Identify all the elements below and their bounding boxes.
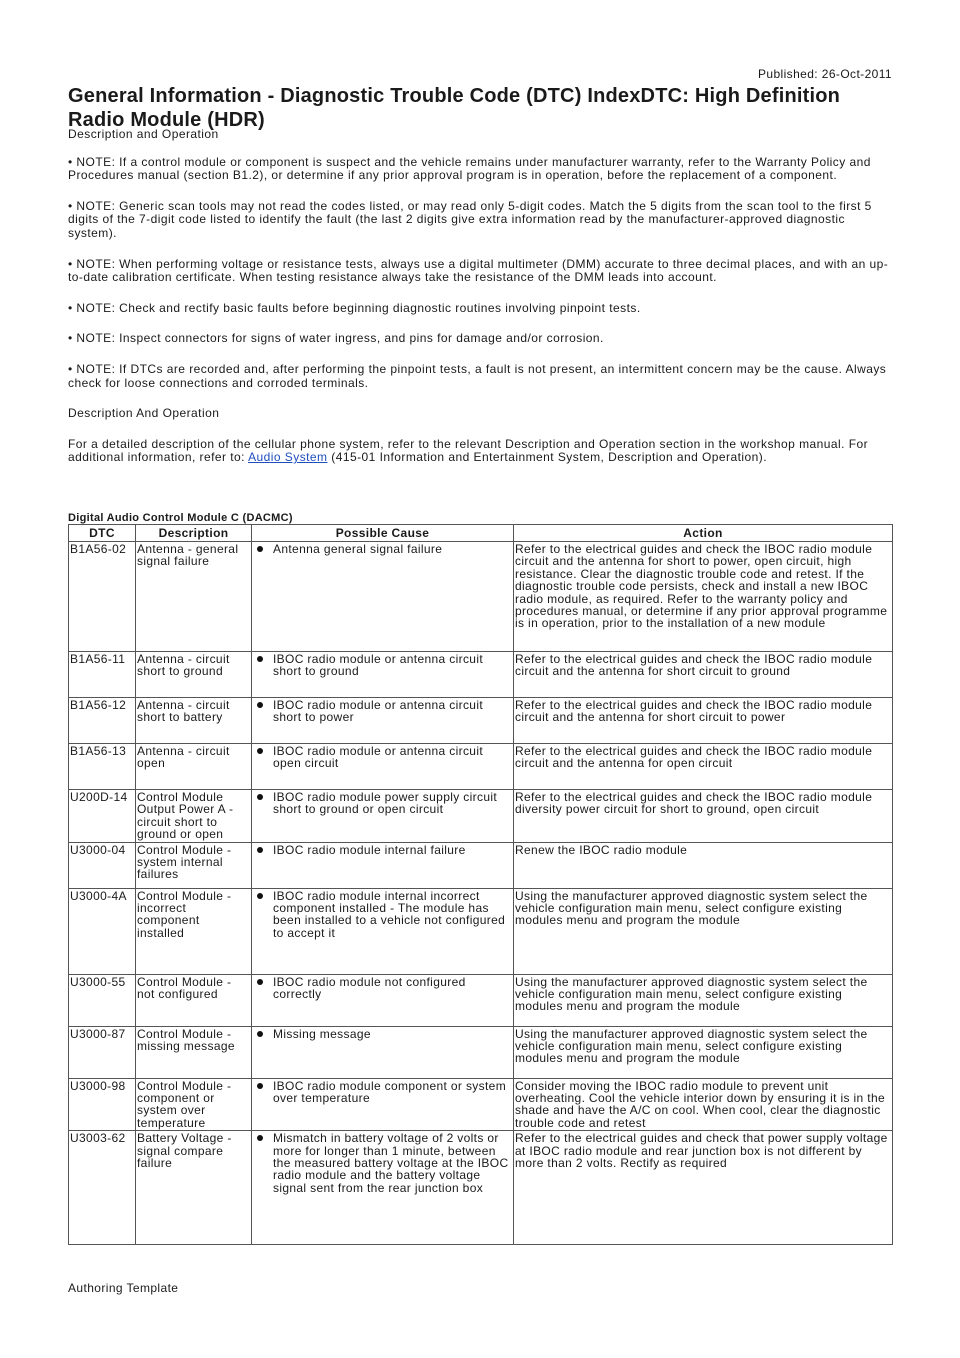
note-4: • NOTE: Check and rectify basic faults before beginning diagnostic routines involving pinpoint tests. — [68, 300, 641, 315]
body-text — [68, 128, 894, 482]
description-paragraph — [68, 438, 894, 465]
cell-dtc: U3000-98 — [69, 1078, 136, 1131]
cell-action: Refer to the electrical guides and check that power supply voltage at IBOC radio module and rear junction box is not different by more than 2 volts. Rectify as required — [514, 1131, 893, 1245]
cell-action: Using the manufacturer approved diagnostic system select the vehicle configuration main menu, select configure existing modules menu and program the module — [514, 974, 893, 1026]
bullet-item: IBOC radio module component or system over temperature — [253, 1080, 512, 1105]
cell-action: Renew the IBOC radio module — [514, 842, 893, 888]
cell-action: Refer to the electrical guides and check the IBOC radio module circuit and the antenna for open circuit — [514, 744, 893, 790]
bullet-item: Mismatch in battery voltage of 2 volts or more for longer than 1 minute, between the measured battery voltage at the IBOC radio module and the battery voltage signal sent from the rear junction box — [253, 1132, 512, 1194]
cell-dtc: B1A56-02 — [69, 542, 136, 652]
cell-dtc: U3000-87 — [69, 1026, 136, 1078]
cell-action: Refer to the electrical guides and check the IBOC radio module circuit and the antenna for short to power, open circuit, high resistance. Clear the diagnostic trouble code and retest. If the diagnostic trouble code persists, check and install a new IBOC radio module, as required. Refer to the warranty policy and procedures manual, or determine if any prior approval programme is in operation, prior to the installation of a new module — [514, 542, 893, 652]
cell-description: Control Module - missing message — [136, 1026, 252, 1078]
bullet-item: IBOC radio module or antenna circuit short to ground — [253, 653, 512, 678]
bullet-item: IBOC radio module or antenna circuit open circuit — [253, 745, 512, 770]
header-possible-cause: Possible Cause — [252, 525, 514, 542]
note-5: • NOTE: Inspect connectors for signs of water ingress, and pins for damage and/or corrosion. — [68, 331, 604, 346]
table-row — [69, 790, 893, 843]
cell-possible-cause — [252, 542, 514, 652]
cell-description: Antenna - circuit short to ground — [136, 652, 252, 698]
table-row — [69, 1131, 893, 1245]
header-action: Action — [514, 525, 893, 542]
section-heading: Description And Operation — [68, 406, 220, 421]
cell-description: Battery Voltage - signal compare failure — [136, 1131, 252, 1245]
table-row — [69, 744, 893, 790]
cell-description: Antenna - general signal failure — [136, 542, 252, 652]
bullet-item: Missing message — [253, 1028, 512, 1040]
cell-dtc: U200D-14 — [69, 790, 136, 843]
cell-description: Antenna - circuit short to battery — [136, 698, 252, 744]
paragraph-text-before-link: For a detailed description of the cellular phone system, refer to the relevant Description and Operation section in the workshop manual. For additional information, refer to: — [68, 436, 869, 465]
table-body — [69, 542, 893, 1245]
page-title: General Information - Diagnostic Trouble Code (DTC) IndexDTC: High Definition Radio Module (HDR) — [68, 85, 841, 131]
table-row — [69, 974, 893, 1026]
cell-possible-cause — [252, 652, 514, 698]
bullet-item: IBOC radio module not configured correctly — [253, 976, 512, 1001]
paragraph-text-after-link: (415-01 Information and Entertainment System, Description and Operation). — [327, 450, 768, 465]
audio-system-link[interactable]: Audio System — [248, 450, 328, 465]
bullet-item: IBOC radio module internal incorrect component installed - The module has been installed to a vehicle not configured to accept it — [253, 890, 512, 940]
bullet-item: IBOC radio module internal failure — [253, 844, 512, 856]
cell-possible-cause — [252, 1026, 514, 1078]
bullet-item: Antenna general signal failure — [253, 543, 512, 555]
table-header-row — [69, 525, 893, 542]
cell-dtc: B1A56-12 — [69, 698, 136, 744]
table-row — [69, 1078, 893, 1131]
cell-action: Using the manufacturer approved diagnostic system select the vehicle configuration main menu, select configure existing modules menu and program the module — [514, 1026, 893, 1078]
cell-possible-cause — [252, 1131, 514, 1245]
cell-possible-cause — [252, 842, 514, 888]
cell-possible-cause — [252, 698, 514, 744]
cell-dtc: U3000-04 — [69, 842, 136, 888]
cell-description: Control Module - not configured — [136, 974, 252, 1026]
cell-dtc: U3003-62 — [69, 1131, 136, 1245]
bullet-item: IBOC radio module or antenna circuit short to power — [253, 699, 512, 724]
table-row — [69, 888, 893, 974]
note-2: • NOTE: Generic scan tools may not read the codes listed, or may read only 5-digit codes. Match the 5 digits from the scan tool to the first 5 digits of the 7-digit code listed to identify the fault (the last 2 digits give extra information read by the manufacturer-approved diagnostic system). — [68, 198, 872, 240]
cell-possible-cause — [252, 888, 514, 974]
bullet-item: IBOC radio module power supply circuit short to ground or open circuit — [253, 791, 512, 816]
cell-possible-cause — [252, 790, 514, 843]
cell-action: Refer to the electrical guides and check the IBOC radio module diversity power circuit for short to ground, open circuit — [514, 790, 893, 843]
cell-action: Consider moving the IBOC radio module to prevent unit overheating. Cool the vehicle interior down by ensuring it is in the shade and have the A/C on cool. When cool, clear the diagnostic trouble code and retest — [514, 1078, 893, 1131]
cell-dtc: U3000-55 — [69, 974, 136, 1026]
cell-possible-cause — [252, 974, 514, 1026]
footer-text: Authoring Template — [68, 1281, 179, 1295]
cell-description: Control Module - component or system over temperature — [136, 1078, 252, 1131]
published-date: Published: 26-Oct-2011 — [758, 67, 892, 81]
cell-description: Control Module - system internal failures — [136, 842, 252, 888]
cell-action: Using the manufacturer approved diagnostic system select the vehicle configuration main menu, select configure existing modules menu and program the module — [514, 888, 893, 974]
note-3: • NOTE: When performing voltage or resistance tests, always use a digital multimeter (DMM) accurate to three decimal places, and with an up-to-date calibration certificate. When testing resistance always take the resistance of the DMM leads into account. — [68, 256, 889, 285]
cell-dtc: B1A56-13 — [69, 744, 136, 790]
cell-dtc: B1A56-11 — [69, 652, 136, 698]
cell-action: Refer to the electrical guides and check the IBOC radio module circuit and the antenna for short circuit to ground — [514, 652, 893, 698]
header-dtc: DTC — [69, 525, 136, 542]
cell-possible-cause — [252, 744, 514, 790]
note-6: • NOTE: If DTCs are recorded and, after performing the pinpoint tests, a fault is not present, an intermittent concern may be the cause. Always check for loose connections and corroded terminals. — [68, 361, 887, 390]
dtc-table — [68, 524, 893, 1245]
cell-description: Control Module Output Power A - circuit short to ground or open — [136, 790, 252, 843]
cell-action: Refer to the electrical guides and check the IBOC radio module circuit and the antenna for short circuit to power — [514, 698, 893, 744]
table-row — [69, 652, 893, 698]
cell-dtc: U3000-4A — [69, 888, 136, 974]
cell-description: Control Module - incorrect component installed — [136, 888, 252, 974]
table-caption: Digital Audio Control Module C (DACMC) — [68, 512, 293, 524]
table-row — [69, 1026, 893, 1078]
table-row — [69, 698, 893, 744]
cell-possible-cause — [252, 1078, 514, 1131]
header-description: Description — [136, 525, 252, 542]
table-row — [69, 542, 893, 652]
table-row — [69, 842, 893, 888]
cell-description: Antenna - circuit open — [136, 744, 252, 790]
intro-heading: Description and Operation — [68, 127, 219, 141]
note-1: • NOTE: If a control module or component is suspect and the vehicle remains under manufacturer warranty, refer to the Warranty Policy and Procedures manual (section B1.2), or determine if any prior approval program is in operation, before the replacement of a component. — [68, 154, 871, 183]
